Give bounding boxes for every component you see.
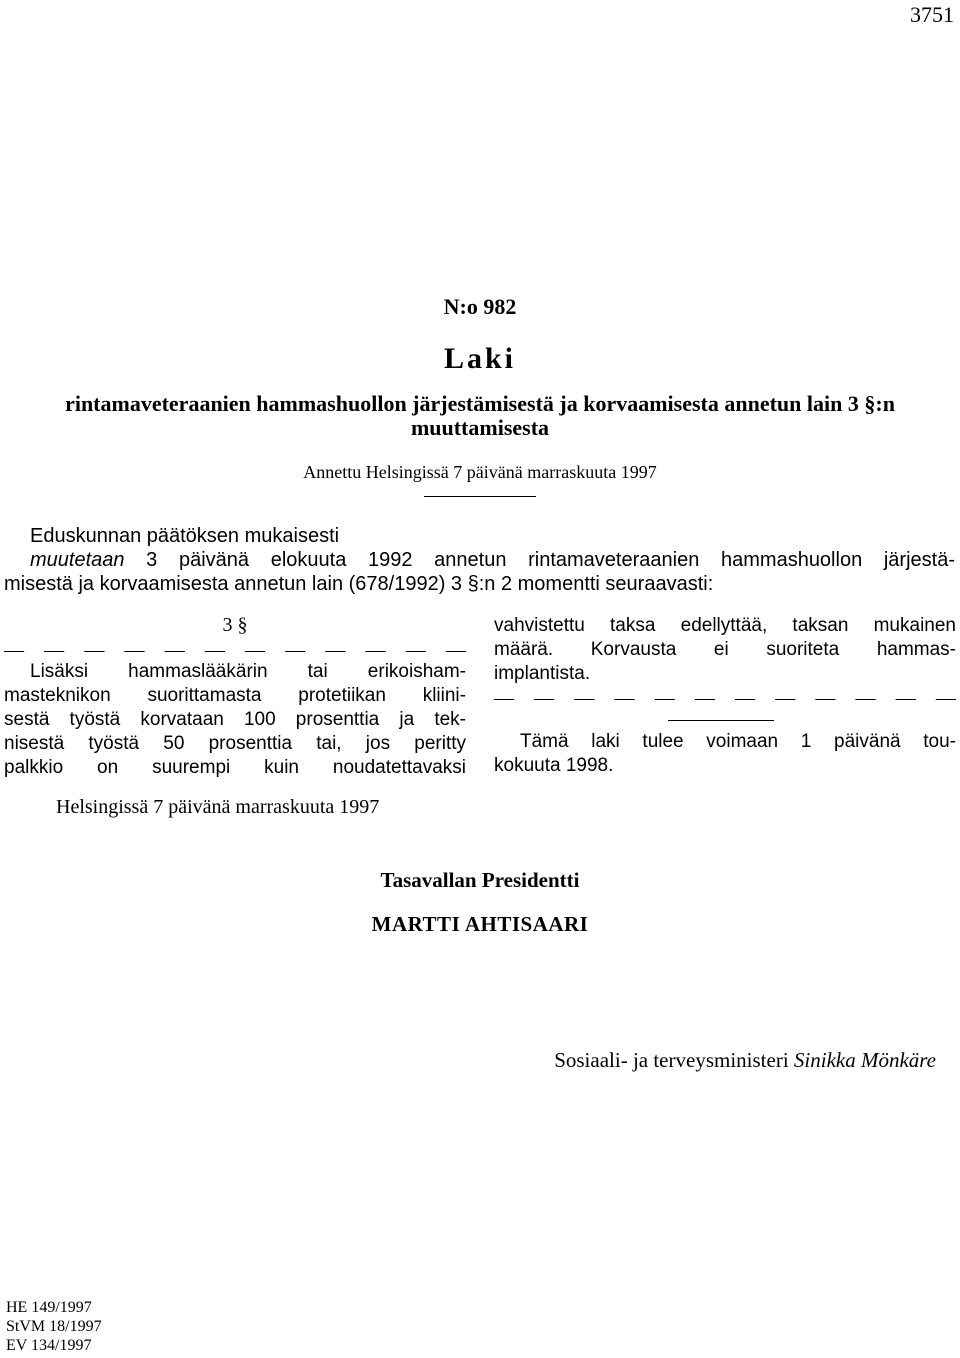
section-body-left-column — [4, 660, 466, 780]
statute-number: N:o 982 — [443, 294, 517, 319]
body-line: nisestä työstä 50 prosenttia tai, jos peritty — [4, 733, 466, 754]
entry-into-force-paragraph — [494, 730, 956, 778]
omission-dash: — — [654, 687, 675, 709]
body-line: palkkio on suurempi kuin noudatettavaksi — [4, 757, 466, 778]
omission-line-right — [494, 686, 956, 710]
omission-dash: — — [245, 639, 266, 661]
omission-dash: — — [204, 639, 225, 661]
section-body-right-column — [494, 614, 956, 686]
omission-dash: — — [405, 639, 426, 661]
page-number: 3751 — [910, 2, 954, 27]
minister-role: Sosiaali- ja terveysministeri — [554, 1048, 789, 1072]
omission-dash: — — [815, 687, 836, 709]
omission-dash: — — [735, 687, 756, 709]
intro-line-2 — [30, 548, 955, 572]
body-line: masteknikon suorittamasta protetiikan kliini- — [4, 685, 466, 706]
document-title-text: rintamaveteraanien hammashuollon järjestämisestä ja korvaamisesta annetun lain 3 §:n muuttamisesta — [65, 391, 895, 440]
signer-title: Tasavallan Presidentti — [380, 868, 580, 892]
omission-dash: — — [694, 687, 715, 709]
body-line: kokuuta 1998. — [494, 755, 614, 776]
intro-line-1: Eduskunnan päätöksen mukaisesti — [30, 525, 340, 547]
enactment-date: Annettu Helsingissä 7 päivänä marraskuuta 1997 — [303, 462, 657, 482]
body-line: sestä työstä korvataan 100 prosenttia ja tek- — [4, 709, 466, 730]
omission-dash: — — [4, 639, 24, 661]
signer-name: MARTTI AHTISAARI — [371, 912, 589, 936]
omission-dash: — — [365, 639, 386, 661]
omission-dash: — — [44, 639, 65, 661]
reference-item: EV 134/1997 — [6, 1337, 92, 1354]
omission-dash: — — [895, 687, 916, 709]
omission-dash: — — [494, 687, 514, 709]
body-line: Lisäksi hammaslääkärin tai erikoisham- — [30, 661, 466, 682]
omission-dash: — — [164, 639, 185, 661]
intro-line-3: misestä ja korvaamisesta annetun lain (678/1992) 3 §:n 2 momentti seuraavasti: — [4, 573, 714, 595]
document-title — [0, 392, 960, 440]
minister-name: Sinikka Mönkäre — [793, 1048, 936, 1072]
omission-dash: — — [285, 639, 306, 661]
minister-countersignature — [554, 1048, 936, 1073]
omission-line-left — [4, 638, 466, 662]
omission-dash: — — [855, 687, 876, 709]
omission-dash: — — [445, 639, 466, 661]
document-type-heading: Laki — [443, 342, 517, 375]
body-line: vahvistettu taksa edellyttää, taksan mukainen — [494, 615, 956, 636]
section-heading: 3 § — [222, 614, 248, 636]
title-divider — [424, 496, 536, 497]
intro-line-2-text: 3 päivänä elokuuta 1992 annetun rintamaveteraanien hammashuollon järjestä- — [124, 549, 955, 571]
body-line: määrä. Korvausta ei suoriteta hammas- — [494, 639, 956, 660]
omission-dash: — — [614, 687, 635, 709]
reference-item: StVM 18/1997 — [6, 1318, 102, 1335]
body-line: implantista. — [494, 663, 591, 684]
legislative-references — [6, 1298, 102, 1355]
reference-item: HE 149/1997 — [6, 1299, 92, 1316]
omission-dash: — — [325, 639, 346, 661]
body-line: Tämä laki tulee voimaan 1 päivänä tou- — [520, 731, 956, 752]
omission-dash: — — [935, 687, 956, 709]
omission-dash: — — [124, 639, 145, 661]
signing-place-date: Helsingissä 7 päivänä marraskuuta 1997 — [56, 796, 380, 818]
omission-dash: — — [574, 687, 595, 709]
omission-dash: — — [775, 687, 796, 709]
omission-dash: — — [534, 687, 555, 709]
section-end-divider — [668, 720, 774, 721]
omission-dash: — — [84, 639, 105, 661]
intro-amend-verb: muutetaan — [30, 549, 125, 571]
